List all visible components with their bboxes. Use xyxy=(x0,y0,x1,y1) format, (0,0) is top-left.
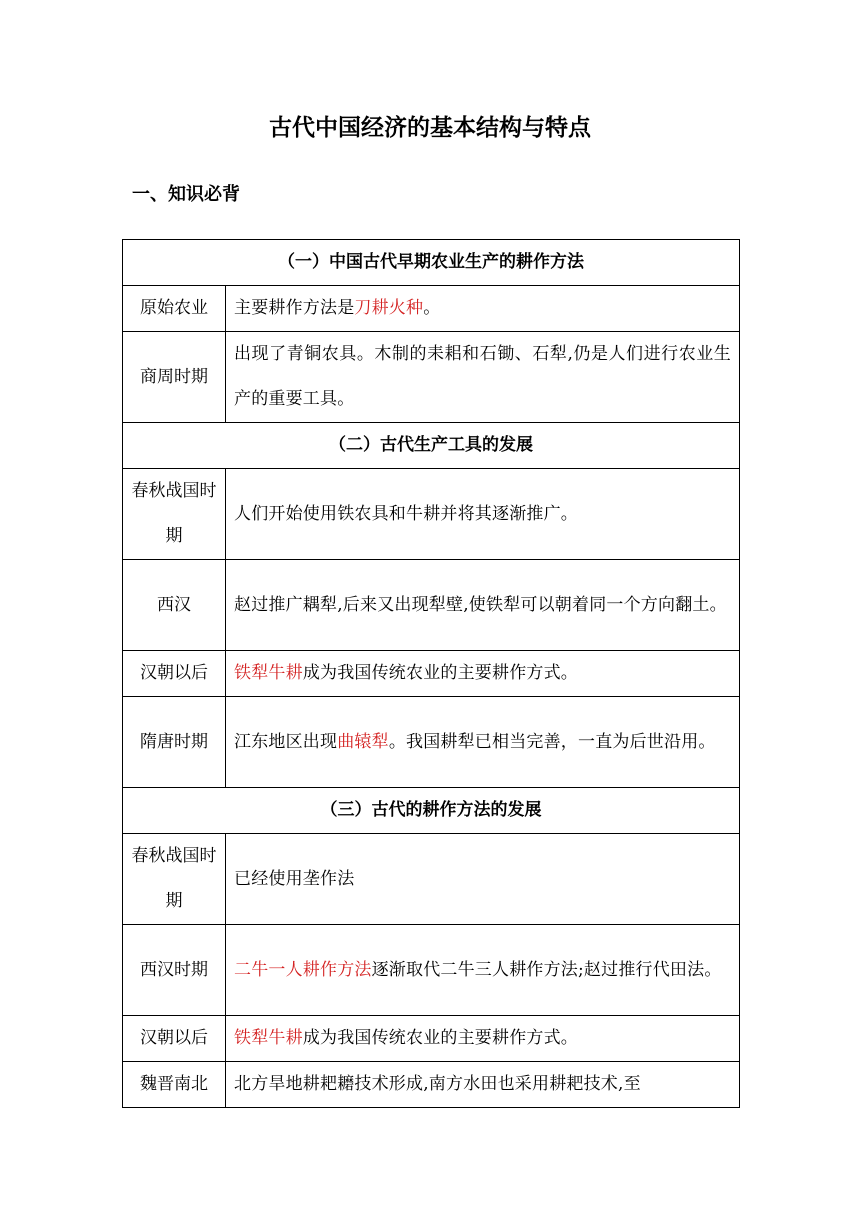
table-row xyxy=(123,925,740,1016)
description-text: 逐渐取代二牛三人耕作方法;赵过推行代田法。 xyxy=(371,959,722,980)
description-text: 成为我国传统农业的主要耕作方式。 xyxy=(302,1028,579,1048)
description-cell xyxy=(226,1062,740,1108)
table-row xyxy=(123,697,740,788)
description-text: 已经使用垄作法 xyxy=(234,868,355,889)
table-row xyxy=(123,1016,740,1062)
description-cell xyxy=(226,469,740,560)
table-subheading: （三）古代的耕作方法的发展 xyxy=(123,788,740,834)
description-text: 。 xyxy=(423,298,441,318)
highlight-term: 刀耕火种 xyxy=(354,298,424,318)
highlight-term: 铁犁牛耕 xyxy=(234,1028,303,1048)
table-row xyxy=(123,332,740,423)
description-cell xyxy=(226,697,740,788)
table-subheading-row xyxy=(123,240,740,286)
era-cell: 西汉时期 xyxy=(123,925,226,1016)
table-row xyxy=(123,651,740,697)
highlight-term: 曲辕犁 xyxy=(337,731,389,752)
knowledge-table xyxy=(122,239,740,1108)
description-cell xyxy=(226,834,740,925)
table-row xyxy=(123,469,740,560)
description-cell xyxy=(226,332,740,423)
description-text: 出现了青铜农具。木制的耒耜和石锄、石犁,仍是人们进行农业生产的重要工具。 xyxy=(234,344,731,409)
description-text: 。我国耕犁已相当完善，一直为后世沿用。 xyxy=(388,731,716,752)
highlight-term: 铁犁牛耕 xyxy=(234,663,303,683)
table-row xyxy=(123,1062,740,1108)
description-cell xyxy=(226,1016,740,1062)
description-cell xyxy=(226,286,740,332)
description-text: 赵过推广耦犁,后来又出现犁壁,使铁犁可以朝着同一个方向翻土。 xyxy=(234,594,727,615)
description-cell xyxy=(226,560,740,651)
era-cell: 隋唐时期 xyxy=(123,697,226,788)
description-text: 江东地区出现 xyxy=(234,731,338,752)
table-subheading-row xyxy=(123,423,740,469)
era-cell: 原始农业 xyxy=(123,286,226,332)
document-title: 古代中国经济的基本结构与特点 xyxy=(269,115,591,141)
table-subheading-row xyxy=(123,788,740,834)
description-text: 人们开始使用铁农具和牛耕并将其逐渐推广。 xyxy=(234,503,578,524)
era-cell: 汉朝以后 xyxy=(123,1016,226,1062)
table-subheading: （二）古代生产工具的发展 xyxy=(123,423,740,469)
section-heading: 一、知识必背 xyxy=(132,184,240,205)
era-cell: 春秋战国时期 xyxy=(123,469,226,560)
table-row xyxy=(123,560,740,651)
era-cell: 魏晋南北 xyxy=(123,1062,226,1108)
era-cell: 西汉 xyxy=(123,560,226,651)
description-cell xyxy=(226,651,740,697)
description-text: 北方旱地耕耙耱技术形成,南方水田也采用耕耙技术,至 xyxy=(234,1074,641,1094)
era-cell: 春秋战国时期 xyxy=(123,834,226,925)
description-text: 主要耕作方法是 xyxy=(234,298,355,318)
description-cell xyxy=(226,925,740,1016)
era-cell: 商周时期 xyxy=(123,332,226,423)
table-subheading: （一）中国古代早期农业生产的耕作方法 xyxy=(123,240,740,286)
description-text: 成为我国传统农业的主要耕作方式。 xyxy=(302,663,579,683)
table-row xyxy=(123,834,740,925)
table-row xyxy=(123,286,740,332)
era-cell: 汉朝以后 xyxy=(123,651,226,697)
highlight-term: 二牛一人耕作方法 xyxy=(234,959,372,980)
